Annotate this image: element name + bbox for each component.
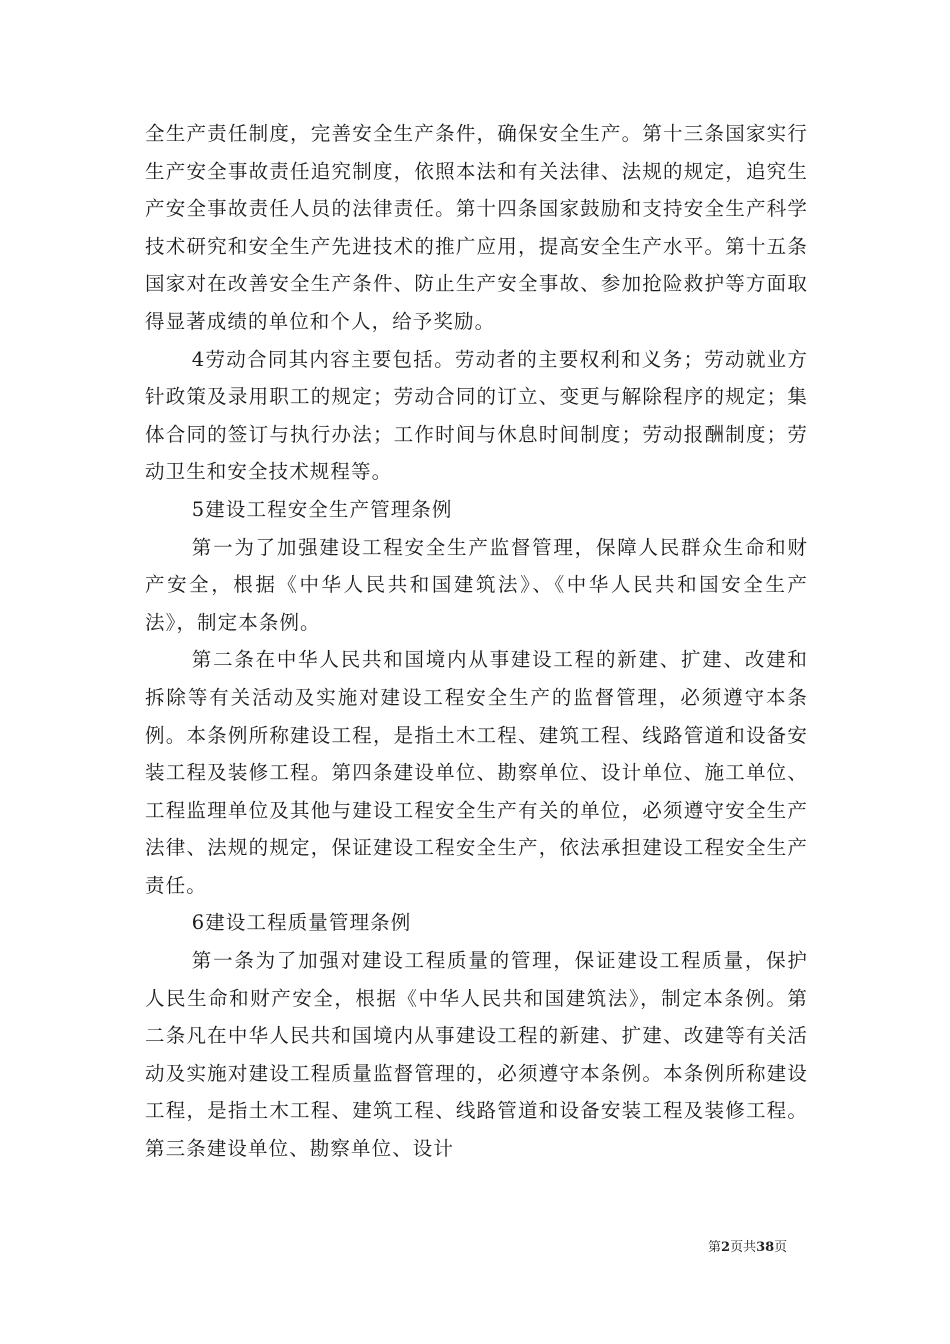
document-body [145, 115, 808, 1168]
paragraph-safety-article-2-4: 第二条在中华人民共和国境内从事建设工程的新建、扩建、改建和拆除等有关活动及实施对建设工程安全生产的监督管理，必须遵守本条例。本条例所称建设工程，是指土木工程、建筑工程、线路管道和设备安装工程及装修工程。第四条建设单位、勘察单位、设计单位、施工单位、工程监理单位及其他与建设工程安全生产有关的单位，必须遵守安全生产法律、法规的规定，保证建设工程安全生产，依法承担建设工程安全生产责任。 [145, 648, 808, 897]
footer-middle: 页共 [730, 1240, 757, 1255]
paragraph-labor-contract: 4劳动合同其内容主要包括。劳动者的主要权利和义务；劳动就业方针政策及录用职工的规定；劳动合同的订立、变更与解除程序的规定；集体合同的签订与执行办法；工作时间与休息时间制度；劳动报酬制度；劳动卫生和安全技术规程等。 [145, 347, 808, 484]
paragraph-quality-articles: 第一条为了加强对建设工程质量的管理，保证建设工程质量，保护人民生命和财产安全，根据《中华人民共和国建筑法》，制定本条例。第二条凡在中华人民共和国境内从事建设工程的新建、扩建、改建等有关活动及实施对建设工程质量监督管理的，必须遵守本条例。本条例所称建设工程，是指土木工程、建筑工程、线路管道和设备安装工程及装修工程。第三条建设单位、勘察单位、设计 [145, 949, 808, 1161]
footer-suffix: 页 [774, 1240, 788, 1255]
section-heading-quality-regulation: 6建设工程质量管理条例 [191, 911, 412, 935]
paragraph-article-13-15: 全生产责任制度，完善安全生产条件，确保安全生产。第十三条国家实行生产安全事故责任追究制度，依照本法和有关法律、法规的规定，追究生产安全事故责任人员的法律责任。第十四条国家鼓励和支持安全生产科学技术研究和安全生产先进技术的推广应用，提高安全生产水平。第十五条国家对在改善安全生产条件、防止生产安全事故、参加抢险救护等方面取得显著成绩的单位和个人，给予奖励。 [145, 122, 808, 333]
page-number-footer [708, 1236, 787, 1255]
section-heading-safety-regulation: 5建设工程安全生产管理条例 [191, 497, 453, 521]
total-page-count: 38 [756, 1240, 775, 1255]
paragraph-safety-article-1: 第一为了加强建设工程安全生产监督管理，保障人民群众生命和财产安全，根据《中华人民共和国建筑法》、《中华人民共和国安全生产法》，制定本条例。 [145, 535, 808, 634]
footer-prefix: 第 [708, 1240, 722, 1255]
current-page-number: 2 [721, 1240, 731, 1255]
